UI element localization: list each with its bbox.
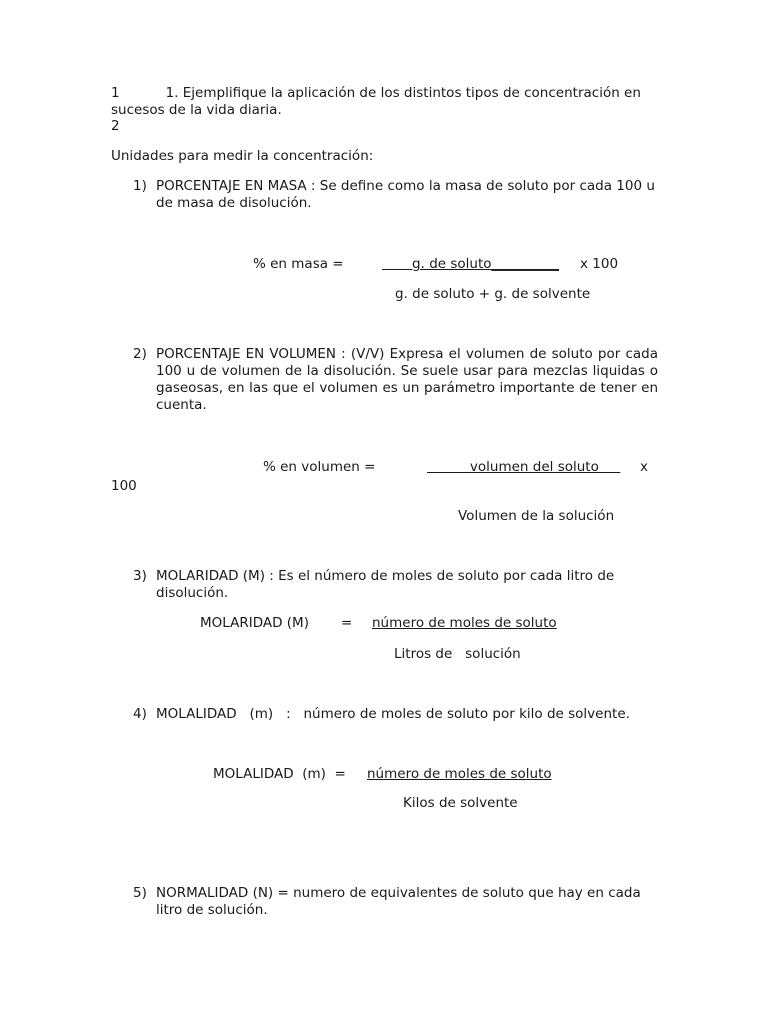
question-text: 1. Ejemplifique la aplicación de los distintos tipos de concentración en sucesos de la vida diaria. <box>111 85 641 118</box>
item-4-formula-lhs: MOLALIDAD (m) = <box>213 766 346 782</box>
item-4-number: 4) <box>133 706 147 722</box>
item-3-formula-denominator: Litros de solución <box>394 646 521 662</box>
item-3-text: MOLARIDAD (M) : Es el número de moles de soluto por cada litro de disolución. <box>156 568 615 601</box>
item-5-text: NORMALIDAD (N) = numero de equivalentes de soluto que hay en cada litro de solución. <box>156 885 641 918</box>
item-4-text: MOLALIDAD (m) : número de moles de soluto por kilo de solvente. <box>156 706 630 722</box>
item-4-formula-numerator: número de moles de soluto <box>367 766 552 782</box>
intro-heading: Unidades para medir la concentración: <box>111 148 374 164</box>
item-2-formula-lhs: % en volumen = <box>263 459 376 475</box>
item-2-text: PORCENTAJE EN VOLUMEN : (V/V) Expresa el volumen de soluto por cada 100 u de volumen de la disolución. Se suele usar para mezclas liquidas o gaseosas, en las que el volumen es un parámetro importante de tener en cuenta. <box>156 346 658 413</box>
item-1-formula-times: x 100 <box>580 256 619 272</box>
question-number-2: 2 <box>111 118 120 134</box>
item-3-formula-numerator: número de moles de soluto <box>372 615 557 631</box>
item-3-number: 3) <box>133 568 147 584</box>
item-1-formula-denominator: g. de soluto + g. de solvente <box>395 286 591 302</box>
item-2-number: 2) <box>133 346 147 362</box>
item-1-formula-numerator: g. de soluto__________ <box>382 256 560 272</box>
item-3-formula-lhs: MOLARIDAD (M) <box>200 615 309 631</box>
item-2-formula-times: x <box>640 459 648 475</box>
item-1-number: 1) <box>133 178 147 194</box>
item-3-formula-eq: = <box>341 615 353 631</box>
item-1-formula-lhs: % en masa = <box>253 256 344 272</box>
question-block <box>111 85 671 119</box>
item-2-formula-hundred: 100 <box>111 478 137 494</box>
item-2-formula-denominator: Volumen de la solución <box>458 508 615 524</box>
item-5-number: 5) <box>133 885 147 901</box>
item-1-text: PORCENTAJE EN MASA : Se define como la masa de soluto por cada 100 u de masa de disolución. <box>156 178 655 211</box>
question-number: 1 <box>111 85 120 101</box>
item-4-formula-denominator: Kilos de solvente <box>403 795 518 811</box>
item-2-formula-numerator: volumen del soluto <box>427 459 621 475</box>
